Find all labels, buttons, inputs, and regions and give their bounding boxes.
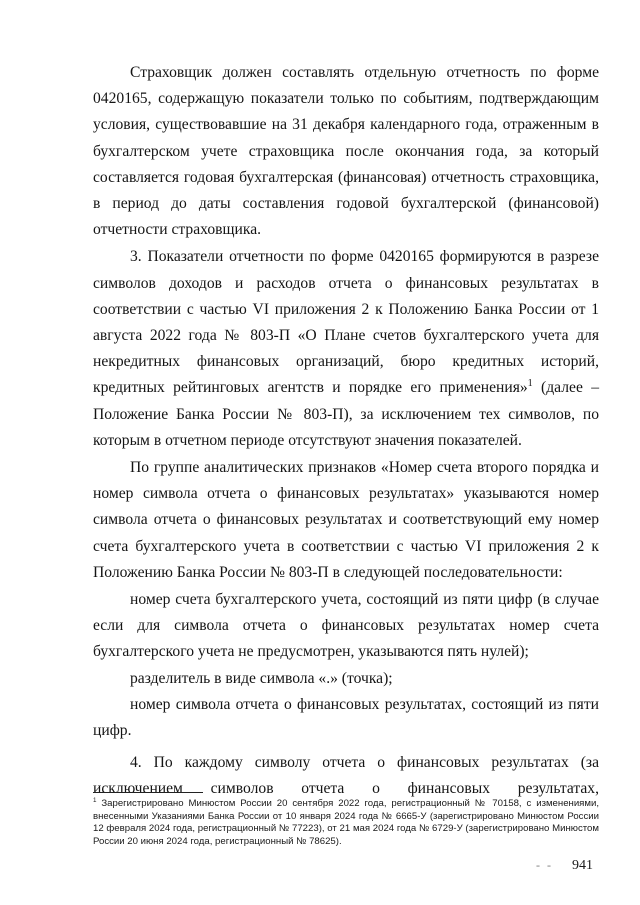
paragraph-section-3-continuation: (далее – Положение Банка России № 803-П), за исключением тех символов, по которым в отчетном периоде отсутствуют значения показателей. <box>93 379 599 449</box>
paragraph-insurer-reporting: Страховщик должен составлять отдельную отчетность по форме 0420165, содержащую показатели только по событиям, подтверждающим условия, существовавшие на 31 декабря календарного года, отраженным в бухгалтерском учете страховщика после окончания года, за который составляется годовая бухгалтерская (финансовая) отчетность страховщика, в период до даты составления годовой бухгалтерской (финансовой) отчетности страховщика. <box>93 64 599 239</box>
paragraph-section-3-text: 3. Показатели отчетности по форме 0420165 формируются в разрезе символов доходов и расходов отчета о финансовых результатах в соответствии с частью VI приложения 2 к Положению Банка России от 1 августа 2022 года № 803-П «О Плане счетов бухгалтерского учета для некредитных финансовых организаций, бюро кредитных историй, кредитных рейтинговых агентств и порядке его применения» <box>93 248 599 397</box>
document-body <box>93 60 599 804</box>
footnote-divider <box>93 792 203 793</box>
paragraph-section-3 <box>93 244 599 454</box>
footnote-text: Зарегистрировано Минюстом России 20 сентября 2022 года, регистрационный № 70158, с изменениями, внесенными Указаниями Банка России от 10 января 2024 года № 6665-У (зарегистрировано Минюстом России 12 февраля 2024 года, регистрационный № 77223), от 21 мая 2024 года № 6729-У (зарегистрировано Минюстом России 20 июня 2024 года, регистрационный № 78625). <box>93 798 599 847</box>
footnote-reference: 1 <box>527 378 533 390</box>
page-number: 941 <box>572 858 593 873</box>
footnote <box>93 798 599 848</box>
list-item-separator: разделитель в виде символа «.» (точка); <box>130 669 393 687</box>
paragraph-section-4: 4. По каждому символу отчета о финансовых результатах (за исключением символов отчета о финансовых результатах, <box>93 754 599 798</box>
footnote-marker: 1 <box>93 796 97 804</box>
list-item-account-number: номер счета бухгалтерского учета, состоящий из пяти цифр (в случае если для символа отчета о финансовых результатах номер счета бухгалтерского учета не предусмотрен, указываются пять нулей); <box>93 591 599 661</box>
list-item-symbol-number: номер символа отчета о финансовых результатах, состоящий из пяти цифр. <box>93 695 599 740</box>
scan-marks: - - <box>536 858 553 872</box>
paragraph-analytic-attributes: По группе аналитических признаков «Номер счета второго порядка и номер символа отчета о финансовых результатах» указываются номер символа отчета о финансовых результатах и соответствующий ему номер счета бухгалтерского учета в соответствии с частью VI приложения 2 к Положению Банка России № 803-П в следующей последовательности: <box>93 459 599 581</box>
